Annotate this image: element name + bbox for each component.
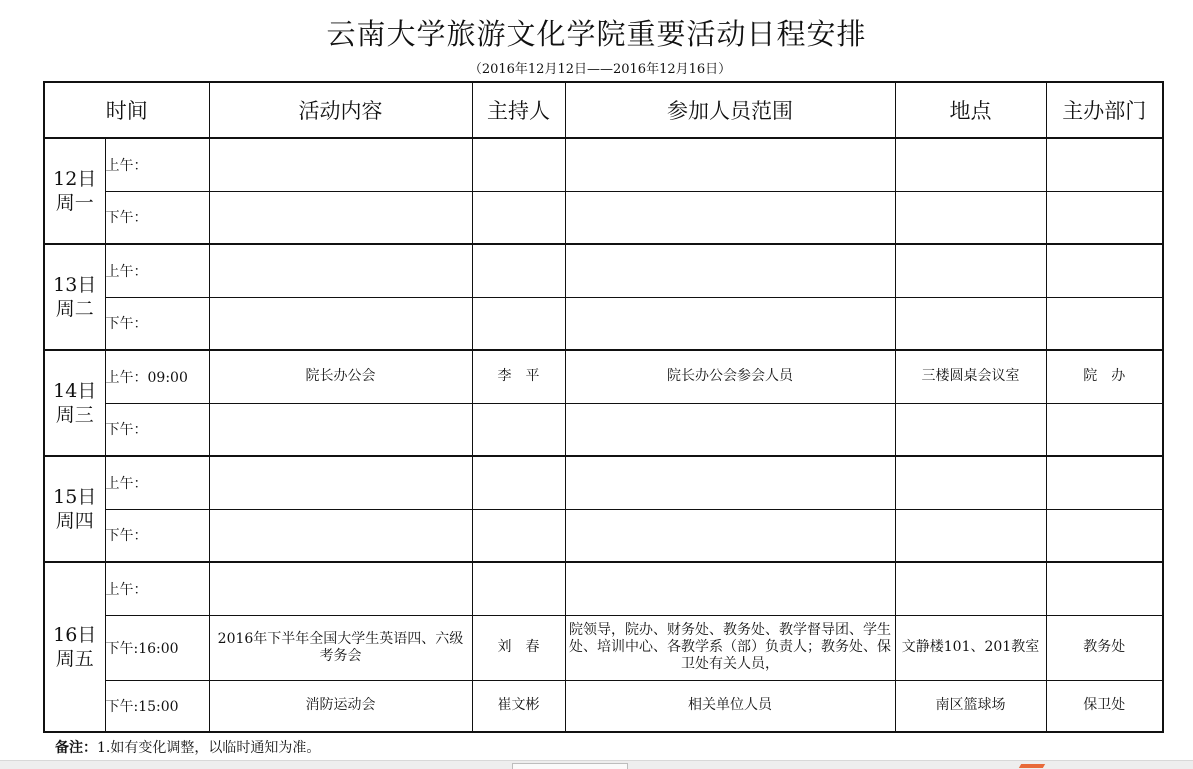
time-slot: 下午:15:00 <box>105 680 209 732</box>
time-slot: 下午： <box>105 403 209 456</box>
table-row <box>44 244 1163 297</box>
table-row <box>44 680 1163 732</box>
time-slot: 上午： <box>105 138 209 191</box>
content-cell <box>209 191 472 244</box>
host-cell: 崔文彬 <box>472 680 565 732</box>
organizer-cell <box>1046 509 1163 562</box>
host-cell <box>472 297 565 350</box>
organizer-cell <box>1046 403 1163 456</box>
location-cell <box>895 403 1046 456</box>
time-slot: 上午： <box>105 244 209 297</box>
organizer-cell <box>1046 244 1163 297</box>
host-cell: 刘 春 <box>472 615 565 680</box>
table-row <box>44 350 1163 403</box>
content-cell <box>209 244 472 297</box>
table-row <box>44 138 1163 191</box>
day-weekday: 周四 <box>55 510 94 532</box>
organizer-cell <box>1046 562 1163 615</box>
participants-cell <box>565 244 895 297</box>
location-cell <box>895 244 1046 297</box>
participants-cell <box>565 138 895 191</box>
time-slot: 上午： <box>105 456 209 509</box>
header-time: 时间 <box>44 82 209 138</box>
header-location: 地点 <box>895 82 1046 138</box>
content-cell <box>209 297 472 350</box>
day-date: 14日 <box>53 380 97 402</box>
day-date: 13日 <box>53 274 97 296</box>
content-cell: 院长办公会 <box>209 350 472 403</box>
day-weekday: 周五 <box>55 648 94 670</box>
content-cell <box>209 138 472 191</box>
host-cell <box>472 244 565 297</box>
participants-cell: 院长办公会参会人员 <box>565 350 895 403</box>
day-date: 12日 <box>53 168 97 190</box>
location-cell <box>895 191 1046 244</box>
table-row <box>44 403 1163 456</box>
location-cell <box>895 562 1046 615</box>
participants-cell: 院领导，院办、财务处、教务处、教学督导团、学生处、培训中心、各教学系（部）负责人；教务处、保卫处有关人员， <box>565 615 895 680</box>
time-slot: 上午：09:00 <box>105 350 209 403</box>
day-cell <box>44 456 105 562</box>
organizer-cell: 院 办 <box>1046 350 1163 403</box>
day-weekday: 周三 <box>55 404 94 426</box>
table-row <box>44 297 1163 350</box>
organizer-cell <box>1046 456 1163 509</box>
location-cell <box>895 297 1046 350</box>
day-date: 16日 <box>53 624 97 646</box>
remarks-label: 备注： <box>55 740 97 756</box>
host-cell <box>472 403 565 456</box>
host-cell <box>472 562 565 615</box>
table-row <box>44 562 1163 615</box>
sheet-tab[interactable] <box>512 763 628 769</box>
location-cell: 文静楼101、201教室 <box>895 615 1046 680</box>
table-row <box>44 456 1163 509</box>
date-range-subtitle: （2016年12月12日——2016年12月16日） <box>468 62 732 77</box>
header-row <box>44 82 1163 138</box>
content-cell <box>209 456 472 509</box>
table-row <box>44 191 1163 244</box>
table-row <box>44 509 1163 562</box>
participants-cell <box>565 297 895 350</box>
host-cell <box>472 191 565 244</box>
content-cell <box>209 403 472 456</box>
participants-cell <box>565 509 895 562</box>
organizer-cell <box>1046 297 1163 350</box>
content-cell: 消防运动会 <box>209 680 472 732</box>
header-participants: 参加人员范围 <box>565 82 895 138</box>
day-cell <box>44 138 105 244</box>
day-weekday: 周一 <box>55 192 94 214</box>
organizer-cell: 保卫处 <box>1046 680 1163 732</box>
host-cell <box>472 456 565 509</box>
location-cell: 三楼圆桌会议室 <box>895 350 1046 403</box>
participants-cell <box>565 191 895 244</box>
time-slot: 下午： <box>105 191 209 244</box>
day-date: 15日 <box>53 486 97 508</box>
location-cell <box>895 138 1046 191</box>
content-cell <box>209 562 472 615</box>
organizer-cell <box>1046 138 1163 191</box>
day-weekday: 周二 <box>55 298 94 320</box>
participants-cell <box>565 403 895 456</box>
day-cell <box>44 562 105 732</box>
participants-cell: 相关单位人员 <box>565 680 895 732</box>
participants-cell <box>565 562 895 615</box>
edge-mark <box>1019 764 1045 768</box>
content-cell: 2016年下半年全国大学生英语四、六级考务会 <box>209 615 472 680</box>
document-title: 云南大学旅游文化学院重要活动日程安排 <box>326 17 867 51</box>
host-cell <box>472 509 565 562</box>
time-slot: 上午： <box>105 562 209 615</box>
participants-cell <box>565 456 895 509</box>
time-slot: 下午： <box>105 297 209 350</box>
remarks <box>55 737 320 757</box>
organizer-cell <box>1046 191 1163 244</box>
day-cell <box>44 350 105 456</box>
organizer-cell: 教务处 <box>1046 615 1163 680</box>
location-cell: 南区篮球场 <box>895 680 1046 732</box>
day-cell <box>44 244 105 350</box>
host-cell <box>472 138 565 191</box>
header-host: 主持人 <box>472 82 565 138</box>
header-organizer: 主办部门 <box>1046 82 1163 138</box>
time-slot: 下午:16:00 <box>105 615 209 680</box>
host-cell: 李 平 <box>472 350 565 403</box>
location-cell <box>895 456 1046 509</box>
table-row <box>44 615 1163 680</box>
schedule-table <box>43 81 1164 733</box>
content-cell <box>209 509 472 562</box>
location-cell <box>895 509 1046 562</box>
time-slot: 下午： <box>105 509 209 562</box>
remarks-note: 1.如有变化调整，以临时通知为准。 <box>97 740 321 756</box>
header-content: 活动内容 <box>209 82 472 138</box>
